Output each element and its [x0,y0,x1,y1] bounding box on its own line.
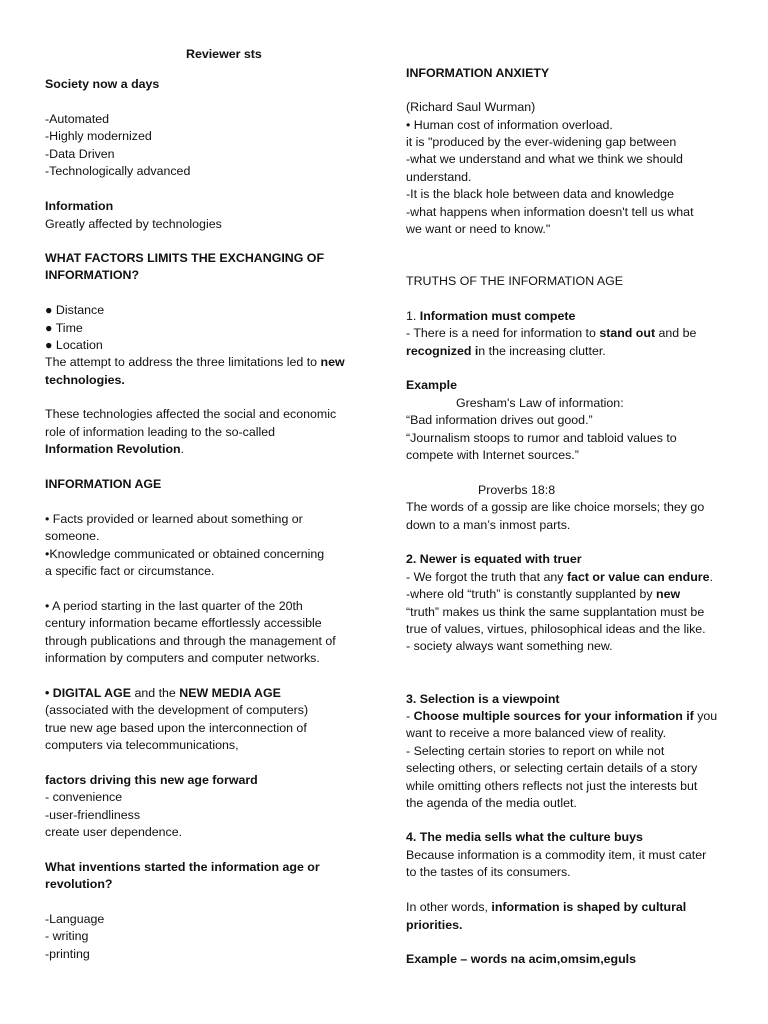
quote-text: compete with Internet sources.” [406,448,579,462]
truth-3-text: - Choose multiple sources for your information if you [406,709,718,723]
digital-age-text: true new age based upon the interconnection of [45,721,307,735]
other-words-text: priorities. [406,918,463,932]
truth-2-text: “truth” makes us think the same supplantation must be [406,605,705,619]
driving-heading: factors driving this new age forward [45,773,258,787]
society-item: -Technologically advanced [45,164,191,178]
anxiety-text: -what we understand and what we think we should [406,152,683,166]
digital-age-text: (associated with the development of computers) [45,703,309,717]
affected-text: Information Revolution. [45,442,185,456]
truth-2-heading: 2. Newer is equated with truer [406,552,582,566]
document-title: Reviewer sts [186,47,262,61]
truth-3-text: want to receive a more balanced view of reality. [406,726,667,740]
other-words-text: In other words, information is shaped by cultural [406,900,687,914]
driving-item: -user-friendliness [45,808,141,822]
digital-age-text: • DIGITAL AGE and the NEW MEDIA AGE [45,686,281,700]
inventions-heading: What inventions started the information age or [45,860,320,874]
driving-item: create user dependence. [45,825,183,839]
facts-text: someone. [45,529,100,543]
truth-2-text: -where old “truth” is constantly supplanted by new [406,587,681,601]
society-item: -Highly modernized [45,129,152,143]
truth-4-text: Because information is a commodity item, it must cater [406,848,707,862]
truth-3-text: - Selecting certain stories to report on while not [406,744,665,758]
knowledge-text: •Knowledge communicated or obtained concerning [45,547,325,561]
information-heading: Information [45,199,114,213]
truth-3-text: while omitting others reflects not just the interests but [406,779,698,793]
affected-text: role of information leading to the so-called [45,425,276,439]
proverbs-ref: Proverbs 18:8 [478,483,556,497]
driving-item: - convenience [45,790,123,804]
period-text: century information became effortlessly accessible [45,616,322,630]
truths-heading: TRUTHS OF THE INFORMATION AGE [406,274,624,288]
gresham-text: Gresham's Law of information: [456,396,624,410]
society-heading: Society now a days [45,77,160,91]
truth-2-text: true of values, virtues, philosophical ideas and the like. [406,622,706,636]
factors-heading: WHAT FACTORS LIMITS THE EXCHANGING OF [45,251,325,265]
example-heading: Example [406,378,457,392]
quote-text: “Bad information drives out good.” [406,413,593,427]
anxiety-text: it is "produced by the ever-widening gap between [406,135,677,149]
knowledge-text: a specific fact or circumstance. [45,564,215,578]
attempt-text: The attempt to address the three limitations led to new [45,355,345,369]
truth-1-heading: 1. Information must compete [406,309,576,323]
truth-2-text: - We forgot the truth that any fact or value can endure. [406,570,713,584]
anxiety-text: -what happens when information doesn't tell us what [406,205,694,219]
anxiety-text: we want or need to know." [406,222,551,236]
inventions-item: -printing [45,947,90,961]
inventions-heading: revolution? [45,877,113,891]
proverbs-text: down to a man’s inmost parts. [406,518,571,532]
period-text: information by computers and computer networks. [45,651,320,665]
example-2-text: Example – words na acim,omsim,eguls [406,952,637,966]
limit-item: ● Location [45,338,103,352]
period-text: • A period starting in the last quarter of the 20th [45,599,303,613]
truth-3-text: the agenda of the media outlet. [406,796,577,810]
society-item: -Data Driven [45,147,115,161]
truth-1-text: - There is a need for information to stand out and be [406,326,697,340]
inventions-item: -Language [45,912,105,926]
truth-4-heading: 4. The media sells what the culture buys [406,830,643,844]
anxiety-text: • Human cost of information overload. [406,118,613,132]
truth-2-text: - society always want something new. [406,639,613,653]
facts-text: • Facts provided or learned about something or [45,512,303,526]
truth-3-heading: 3. Selection is a viewpoint [406,692,560,706]
attempt-text: technologies. [45,373,125,387]
info-age-heading: INFORMATION AGE [45,477,162,491]
proverbs-text: The words of a gossip are like choice morsels; they go [406,500,705,514]
society-item: -Automated [45,112,110,126]
truth-3-text: selecting others, or selecting certain details of a story [406,761,698,775]
inventions-item: - writing [45,929,89,943]
factors-heading: INFORMATION? [45,268,140,282]
anxiety-text: -It is the black hole between data and knowledge [406,187,674,201]
limit-item: ● Time [45,321,83,335]
digital-age-text: computers via telecommunications, [45,738,239,752]
period-text: through publications and through the management of [45,634,336,648]
affected-text: These technologies affected the social and economic [45,407,337,421]
anxiety-text: (Richard Saul Wurman) [406,100,536,114]
truth-1-text: recognized in the increasing clutter. [406,344,606,358]
information-text: Greatly affected by technologies [45,217,222,231]
limit-item: ● Distance [45,303,105,317]
truth-4-text: to the tastes of its consumers. [406,865,571,879]
quote-text: “Journalism stoops to rumor and tabloid values to [406,431,677,445]
anxiety-heading: INFORMATION ANXIETY [406,66,550,80]
anxiety-text: understand. [406,170,472,184]
